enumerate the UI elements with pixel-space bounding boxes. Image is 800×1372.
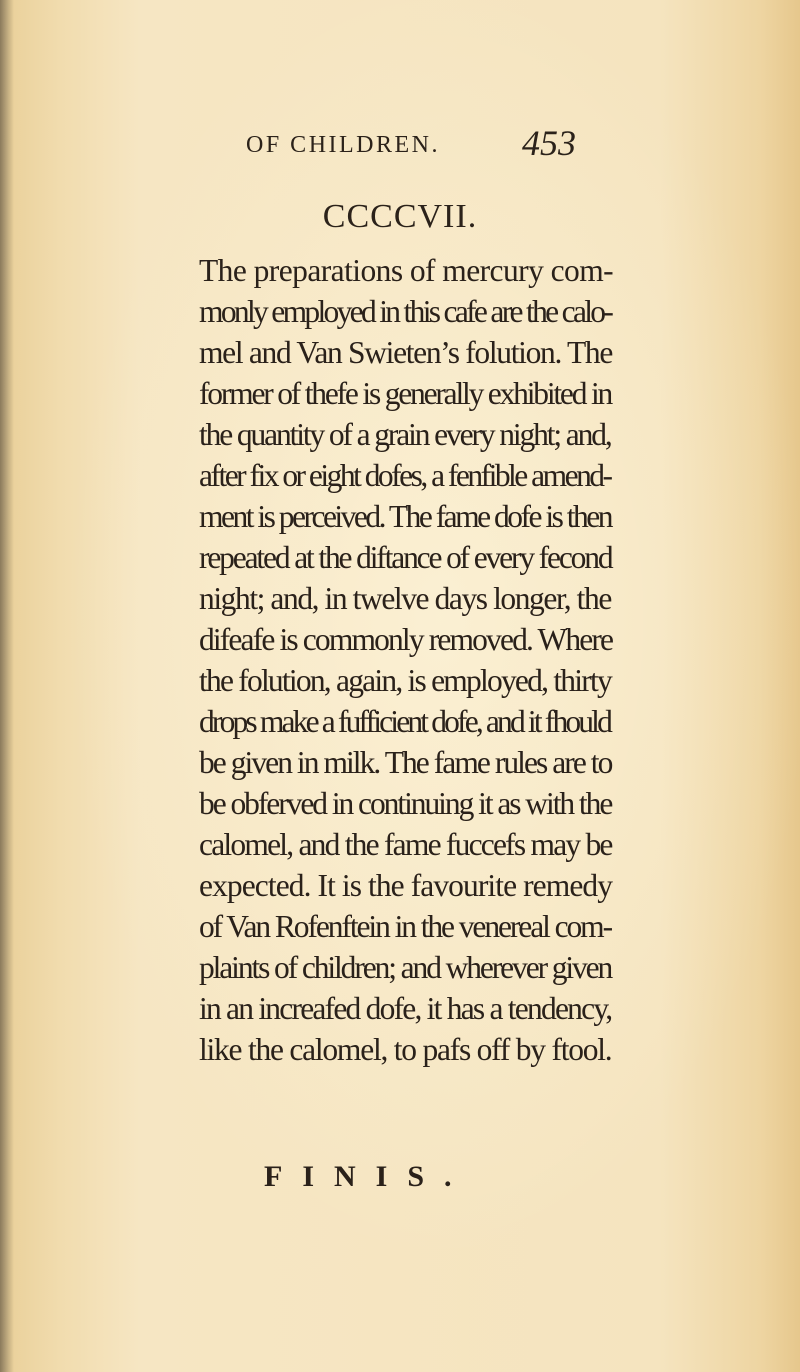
paragraph-line: in an increafed dofe, it has a tendency, — [199, 991, 612, 1026]
paragraph-line: mel and Van Swieten’s folution. The — [199, 335, 613, 370]
paragraph-line: expected. It is the favourite remedy — [199, 868, 613, 903]
paragraph-line: the folution, again, is employed, thirty — [199, 663, 611, 698]
section-number: CCCCVII. — [322, 198, 478, 235]
paragraph-line: difeafe is commonly removed. Where — [199, 622, 613, 657]
paragraph-line: ment is perceived. The fame dofe is then — [199, 499, 611, 534]
paragraph-line: night; and, in twelve days longer, the — [199, 581, 611, 616]
paragraph-line: plaints of children; and wherever given — [199, 950, 612, 985]
paragraph-line: the quantity of a grain every night; and, — [199, 417, 611, 452]
paragraph-line: be given in milk. The fame rules are to — [199, 745, 612, 780]
paragraph-line: former of thefe is generally exhibited in — [199, 376, 612, 411]
paragraph-line: after fix or eight dofes, a fenfible amend- — [199, 458, 611, 493]
paragraph-line: repeated at the diftance of every fecond — [199, 540, 612, 575]
paragraph-line: The preparations of mercury com- — [199, 253, 614, 288]
paragraph-line: calomel, and the fame fuccefs may be — [199, 827, 612, 862]
running-head-title: OF CHILDREN. — [246, 132, 441, 158]
finis-mark: FINIS. — [264, 1160, 472, 1193]
paragraph-line: drops make a fufficient dofe, and it fhould — [199, 704, 611, 739]
paragraph-line: be obferved in continuing it as with the — [199, 786, 612, 821]
page-number: 453 — [522, 123, 576, 163]
paragraph-line: of Van Rofenftein in the venereal com- — [199, 909, 611, 944]
paragraph-line: like the calomel, to pafs off by ftool. — [199, 1032, 612, 1067]
running-head — [246, 118, 626, 168]
paragraph-line: monly employed in this cafe are the calo- — [199, 294, 612, 329]
